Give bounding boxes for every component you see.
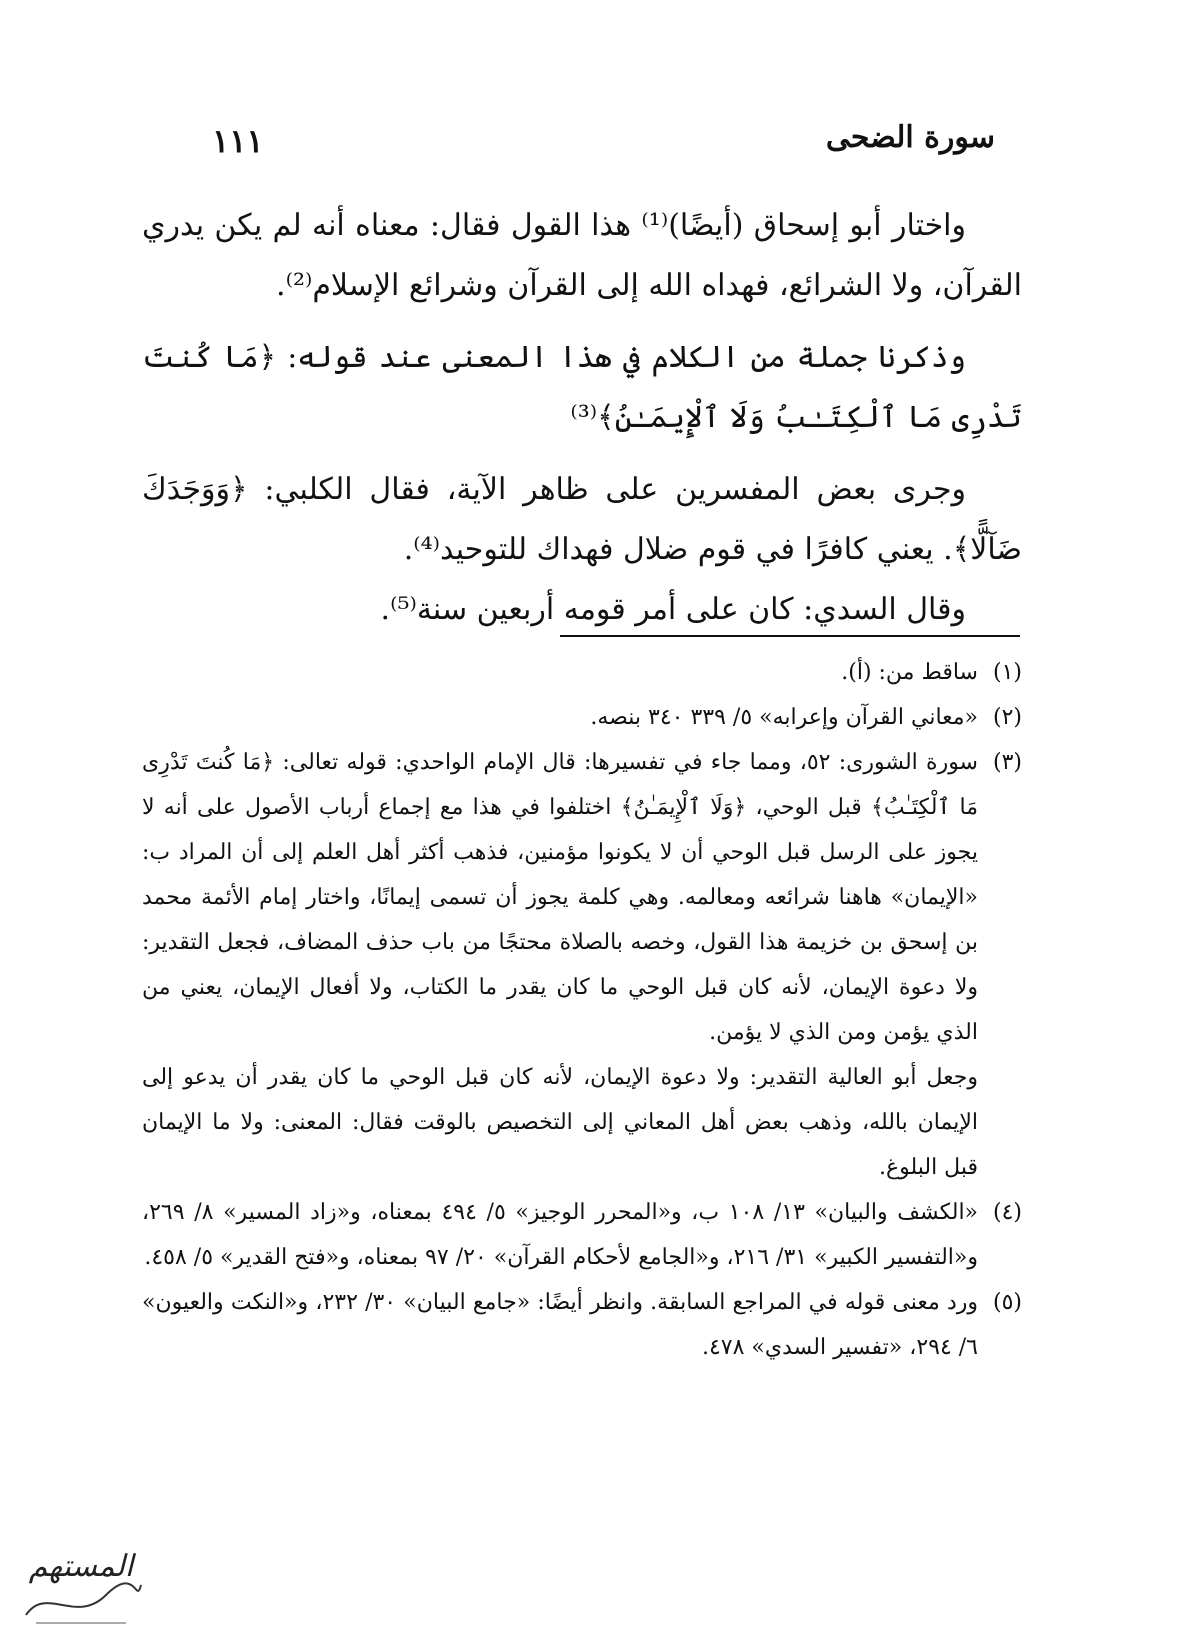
footnote-text: سورة الشورى: ٥٢، ومما جاء في تفسيرها: قال الإمام الواحدي: قوله تعالى: ﴿مَا كُنتَ تَدْرِى مَا ٱلْكِتَـٰبُ﴾ قبل الوحي، ﴿وَلَا ٱلْإِيمَـٰنُ﴾ اختلفوا في هذا مع إجماع أرباب الأصول على أنه لا يجوز على الرسل قبل الوحي أن لا يكونوا مؤمنين، فذهب أكثر أهل العلم إلى أن المراد ب: «الإيمان» هاهنا شرائعه ومعالمه. وهي كلمة يجوز أن تسمى إيمانًا، واختار إمام الأئمة محمد بن إسحق بن خزيمة هذا القول، وخصه بالصلاة محتجًا من باب حذف المضاف، فجعل التقدير: ولا دعوة الإيمان، لأنه كان قبل الوحي ما كان يقدر ما الكتاب، ولا أفعال الإيمان، يعني من الذي يؤمن ومن الذي لا يؤمن. bbox=[142, 750, 978, 1045]
footnote-number: (٥) bbox=[992, 1290, 1022, 1315]
running-header-title: سورة الضحى bbox=[825, 120, 995, 155]
body-paragraph: وقال السدي: كان على أمر قومه أربعين سنة⁽⁵⁾. bbox=[380, 592, 966, 627]
page-number: ١١١ bbox=[212, 122, 264, 160]
footnote-text: وجعل أبو العالية التقدير: ولا دعوة الإيمان، لأنه كان قبل الوحي ما كان يقدر أن يدعو إلى الإيمان بالله، وذهب بعض أهل المعاني إلى التخصيص بالوقت فقال: المعنى: ولا ما الإيمان قبل البلوغ. bbox=[142, 1065, 978, 1180]
footnote-number: (١) bbox=[992, 660, 1022, 685]
logo-text: المستهم bbox=[28, 1549, 134, 1584]
footnote-separator bbox=[560, 635, 1020, 637]
publisher-logo bbox=[16, 1545, 146, 1635]
footnote bbox=[142, 650, 1022, 695]
footnote bbox=[142, 695, 1022, 740]
body-paragraph: وذكرنا جملة من الكلام في هذا المعنى عند قوله: ﴿مَا كُنتَ تَدْرِى مَا ٱلْكِتَـٰبُ وَلَا ٱلْإِيمَـٰنُ﴾⁽³⁾ bbox=[142, 340, 1022, 435]
footnote-text: ورد معنى قوله في المراجع السابقة. وانظر أيضًا: «جامع البيان» ٣٠/ ٢٣٢، و«النكت والعيون» ٦/ ٢٩٤، «تفسير السدي» ٤٧٨. bbox=[142, 1290, 978, 1360]
footnote bbox=[142, 1280, 1022, 1370]
footnote-number: (٢) bbox=[992, 705, 1022, 730]
footnote-text: «الكشف والبيان» ١٣/ ١٠٨ ب، و«المحرر الوجيز» ٥/ ٤٩٤ بمعناه، و«زاد المسير» ٨/ ٢٦٩، و«التفسير الكبير» ٣١/ ٢١٦، و«الجامع لأحكام القرآن» ٢٠/ ٩٧ بمعناه، و«فتح القدير» ٥/ ٤٥٨. bbox=[142, 1200, 979, 1270]
footnote-number: (٣) bbox=[992, 750, 1022, 775]
footnote bbox=[142, 740, 1022, 1190]
footnotes bbox=[142, 650, 1022, 1370]
body-paragraph: واختار أبو إسحاق (أيضًا)⁽¹⁾ هذا القول فقال: معناه أنه لم يكن يدري القرآن، ولا الشرائع، فهداه الله إلى القرآن وشرائع الإسلام⁽²⁾. bbox=[142, 208, 1022, 303]
footnote-number: (٤) bbox=[992, 1200, 1022, 1225]
body-paragraph: وجرى بعض المفسرين على ظاهر الآية، فقال الكلبي: ﴿وَوَجَدَكَ ضَآلًّا﴾. يعني كافرًا في قوم ضلال فهداك للتوحيد⁽⁴⁾. bbox=[142, 472, 1022, 567]
footnote bbox=[142, 1190, 1022, 1280]
footnote-text: «معاني القرآن وإعرابه» ٥/ ٣٣٩ ٣٤٠ بنصه. bbox=[590, 705, 978, 730]
main-text bbox=[142, 196, 1022, 640]
footnote-text: ساقط من: (أ). bbox=[841, 660, 978, 685]
